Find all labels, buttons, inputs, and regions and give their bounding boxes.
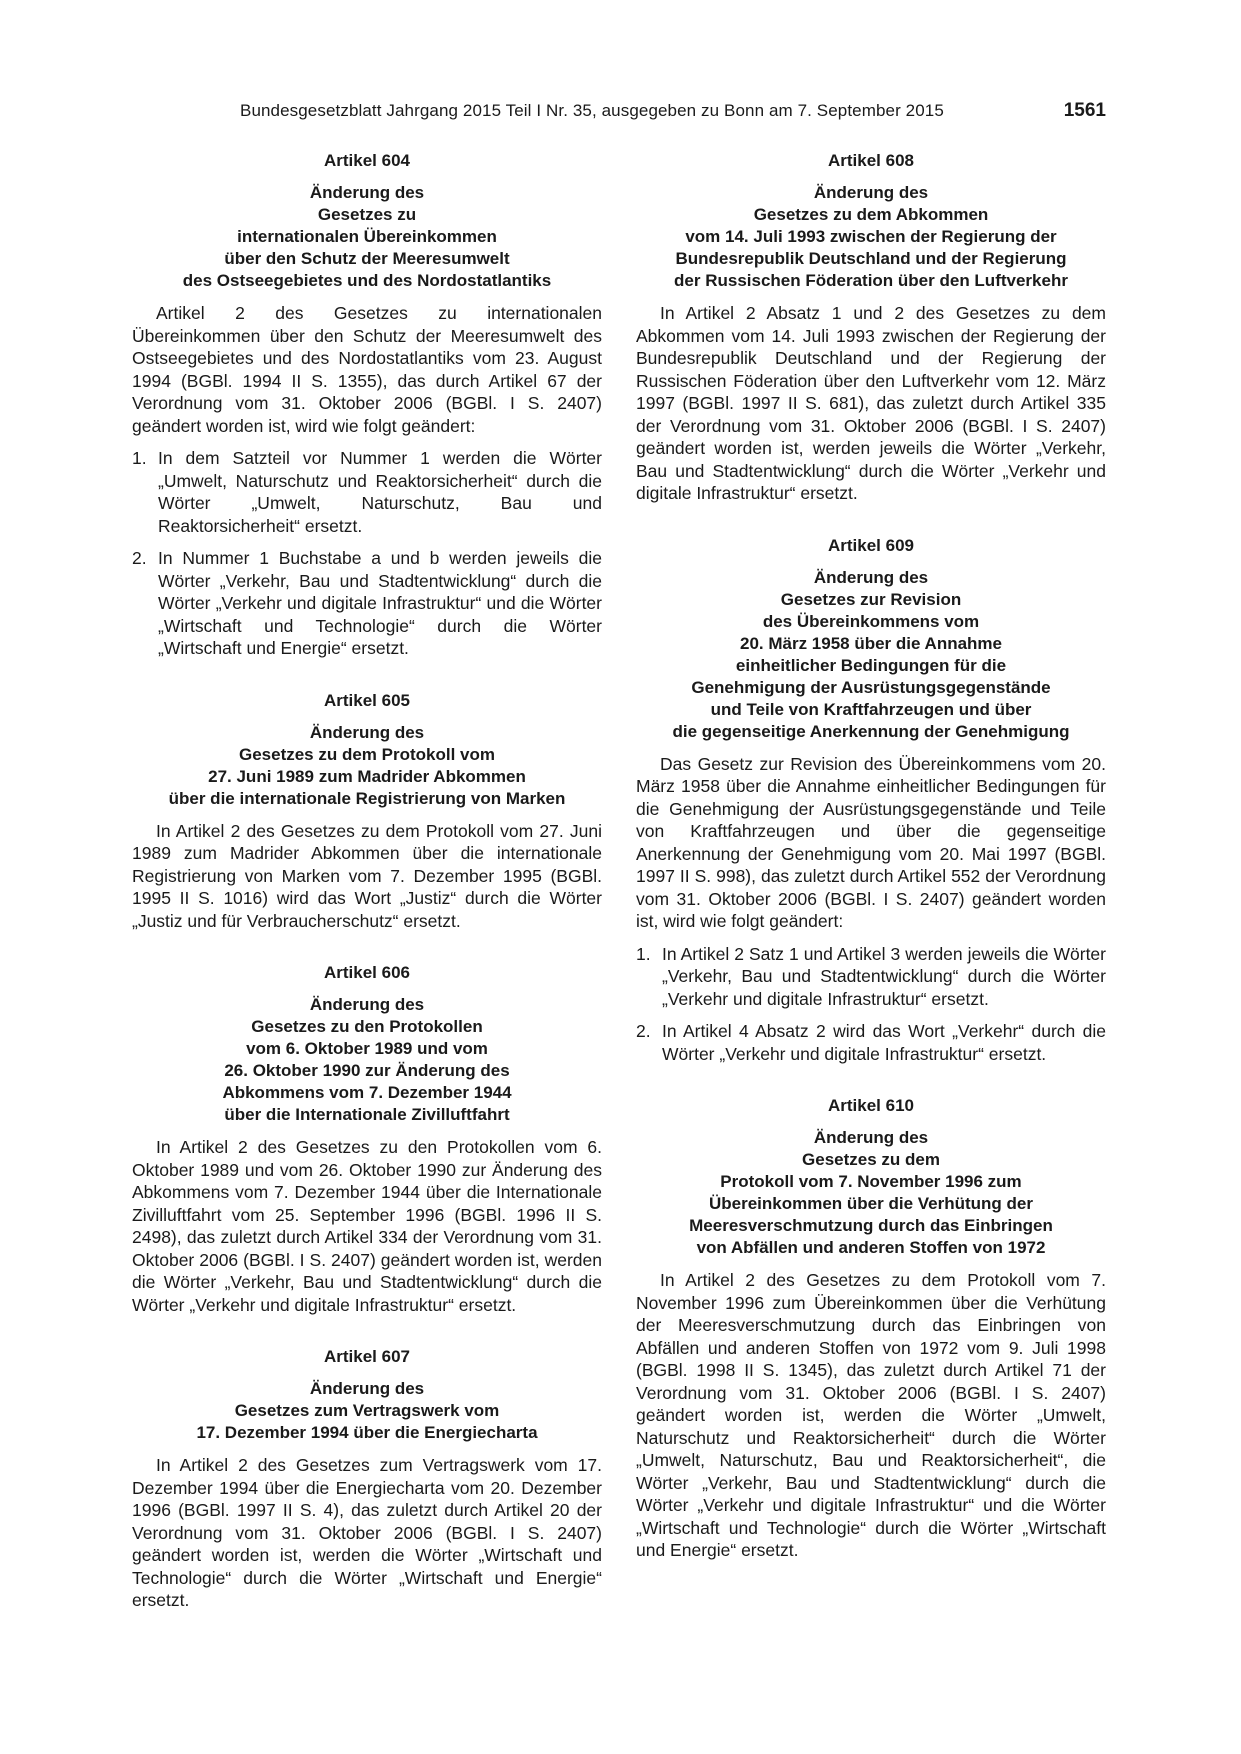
article-number: Artikel 605 (324, 690, 410, 710)
title-line: Gesetzes zu den Protokollen (251, 1017, 483, 1036)
article-number: Artikel 606 (324, 963, 410, 982)
title-line: Genehmigung der Ausrüstungsgegenstände (691, 677, 1051, 697)
list-item (132, 547, 602, 660)
title-line: der Russischen Föderation über den Luftverkehr (674, 271, 1068, 290)
page-number: 1561 (1063, 100, 1106, 121)
title-line: 20. März 1958 über die Annahme (739, 633, 1003, 653)
header-text: Bundesgesetzblatt Jahrgang 2015 Teil I Nr. 35, ausgegeben zu Bonn am 7. September 2015 (240, 101, 944, 120)
title-line: von Abfällen und anderen Stoffen von 1972 (696, 1238, 1046, 1257)
title-line: Bundesrepublik Deutschland und der Regierung (675, 249, 1067, 268)
article-609 (636, 535, 1106, 1066)
title-line: Änderung des (309, 995, 425, 1014)
article-606 (132, 962, 602, 1316)
article-body: In Artikel 2 des Gesetzes zum Vertragswerk vom 17. Dezember 1994 über die Energiecharta vom 20. Dezember 1996 (BGBl. 1997 II S. 4), das zuletzt durch Artikel 20 der Verordnung vom 31. Oktober 2006 (BGBl. I S. 2407) geändert worden ist, werden die Wörter „Wirtschaft und Technologie“ durch die Wörter „Wirtschaft und Energie“ ersetzt. (132, 1455, 602, 1610)
item-number: 2. (636, 1021, 651, 1041)
title-line: über den Schutz der Meeresumwelt (224, 249, 510, 268)
article-608 (636, 150, 1106, 505)
article-title (636, 567, 1106, 743)
title-line: vom 14. Juli 1993 zwischen der Regierung der (685, 227, 1057, 246)
item-text: In Artikel 2 Satz 1 und Artikel 3 werden jeweils die Wörter „Verkehr, Bau und Stadtentwicklung“ durch die Wörter „Verkehr und digitale Infrastruktur“ ersetzt. (662, 943, 1106, 1009)
title-line: und Teile von Kraftfahrzeugen und über (710, 699, 1032, 719)
title-line: Gesetzes zu (317, 205, 417, 224)
title-line: Abkommens vom 7. Dezember 1944 (222, 1083, 512, 1102)
running-header (240, 100, 1106, 122)
article-number: Artikel 607 (324, 1347, 410, 1366)
title-line: Gesetzes zu dem (802, 1150, 940, 1169)
title-line: einheitlicher Bedingungen für die (735, 655, 1007, 675)
article-body: In Artikel 2 Absatz 1 und 2 des Gesetzes zu dem Abkommen vom 14. Juli 1993 zwischen der Regierung der Bundesrepublik Deutschland und der Regierung der Russischen Föderation über den Luftverkehr vom 12. März 1997 (BGBl. 1997 II S. 681), das zuletzt durch Artikel 335 der Verordnung vom 31. Oktober 2006 (BGBl. I S. 2407) geändert worden ist, werden jeweils die Wörter „Verkehr, Bau und Stadtentwicklung“ durch die Wörter „Verkehr und digitale Infrastruktur“ ersetzt. (636, 303, 1106, 503)
article-body: Das Gesetz zur Revision des Übereinkommens vom 20. März 1958 über die Annahme einheitlicher Bedingungen für die Genehmigung der Ausrüstungsgegenstände und Teile von Kraftfahrzeugen und über die gegenseitige Anerkennung der Genehmigung vom 20. Mai 1997 (BGBl. 1997 II S. 998), das zuletzt durch Artikel 552 der Verordnung vom 31. Oktober 2006 (BGBl. I S. 2407) geändert worden ist, wird wie folgt geändert: (636, 753, 1106, 931)
article-number: Artikel 609 (828, 535, 914, 555)
title-line: Gesetzes zu dem Protokoll vom (238, 744, 495, 764)
title-line: internationalen Übereinkommen (237, 227, 497, 246)
title-line: über die internationale Registrierung von Marken (168, 788, 566, 808)
item-text: In dem Satzteil vor Nummer 1 werden die Wörter „Umwelt, Naturschutz und Reaktorsicherheit“ durch die Wörter „Umwelt, Naturschutz, Bau und Reaktorsicherheit“ ersetzt. (158, 448, 602, 536)
list-item (636, 1020, 1106, 1065)
article-604 (132, 150, 602, 660)
title-line: Gesetzes zur Revision (780, 589, 962, 609)
title-line: die gegenseitige Anerkennung der Genehmigung (672, 721, 1070, 741)
article-title (132, 182, 602, 292)
list-item (636, 943, 1106, 1011)
title-line: 17. Dezember 1994 über die Energiecharta (196, 1423, 538, 1442)
title-line: des Ostseegebietes und des Nordostatlantiks (182, 271, 552, 290)
article-title (132, 722, 602, 810)
title-line: Änderung des (813, 567, 929, 587)
article-number: Artikel 608 (828, 151, 914, 170)
title-line: Änderung des (309, 722, 425, 742)
title-line: Gesetzes zum Vertragswerk vom (234, 1401, 500, 1420)
item-number: 1. (132, 448, 147, 468)
article-title (132, 1378, 602, 1444)
item-text: In Artikel 4 Absatz 2 wird das Wort „Verkehr“ durch die Wörter „Verkehr und digitale Infrastruktur“ ersetzt. (662, 1021, 1106, 1064)
item-text: In Nummer 1 Buchstabe a und b werden jeweils die Wörter „Verkehr, Bau und Stadtentwicklung“ durch die Wörter „Verkehr und digitale Infrastruktur“ und die Wörter „Wirtschaft und Technologie“ durch die Wörter „Wirtschaft und Energie“ ersetzt. (158, 548, 602, 658)
title-line: des Übereinkommens vom (762, 611, 980, 631)
article-title (636, 1127, 1106, 1259)
article-body: Artikel 2 des Gesetzes zu internationalen Übereinkommen über den Schutz der Meeresumwelt des Ostseegebietes und des Nordostatlantiks vom 23. August 1994 (BGBl. 1994 II S. 1355), das durch Artikel 67 der Verordnung vom 31. Oktober 2006 (BGBl. I S. 2407) geändert worden ist, wird wie folgt geändert: (132, 303, 602, 436)
title-line: vom 6. Oktober 1989 und vom (246, 1039, 488, 1058)
article-number: Artikel 610 (828, 1096, 914, 1115)
title-line: Übereinkommen über die Verhütung der (708, 1194, 1033, 1213)
article-body: In Artikel 2 des Gesetzes zu dem Protokoll vom 7. November 1996 zum Übereinkommen über die Verhütung der Meeresverschmutzung durch das Einbringen von Abfällen und anderen Stoffen von 1972 vom 9. Juli 1998 (BGBl. 1998 II S. 1345), das zuletzt durch Artikel 71 der Verordnung vom 31. Oktober 2006 (BGBl. I S. 2407) geändert worden ist, werden die Wörter „Umwelt, Naturschutz und Reaktorsicherheit“ durch die Wörter „Umwelt, Naturschutz, Bau und Reaktorsicherheit“, die Wörter „Verkehr, Bau und Stadtentwicklung“ durch die Wörter „Verkehr und digitale Infrastruktur“ und die Wörter „Wirtschaft und Technologie“ durch die Wörter „Wirtschaft und Energie“ ersetzt. (636, 1270, 1106, 1560)
list-item (132, 447, 602, 537)
article-body: In Artikel 2 des Gesetzes zu den Protokollen vom 6. Oktober 1989 und vom 26. Oktober 1990 zur Änderung des Abkommens vom 7. Dezember 1944 über die Internationale Zivilluftfahrt vom 25. September 1996 (BGBl. 1996 II S. 2498), das zuletzt durch Artikel 334 der Verordnung vom 31. Oktober 2006 (BGBl. I S. 2407) geändert worden ist, werden die Wörter „Verkehr, Bau und Stadtentwicklung“ durch die Wörter „Verkehr und digitale Infrastruktur“ ersetzt. (132, 1137, 602, 1315)
title-line: Meeresverschmutzung durch das Einbringen (689, 1216, 1053, 1235)
title-line: Protokoll vom 7. November 1996 zum (720, 1172, 1022, 1191)
title-line: Änderung des (813, 1128, 929, 1147)
title-line: 26. Oktober 1990 zur Änderung des (224, 1061, 510, 1080)
article-title (636, 182, 1106, 292)
title-line: 27. Juni 1989 zum Madrider Abkommen (208, 766, 526, 786)
title-line: Änderung des (309, 183, 425, 202)
article-title (132, 994, 602, 1126)
title-line: Gesetzes zu dem Abkommen (753, 205, 989, 224)
right-column (636, 150, 1106, 1562)
article-body: In Artikel 2 des Gesetzes zu dem Protokoll vom 27. Juni 1989 zum Madrider Abkommen über die internationale Registrierung von Marken vom 7. Dezember 1995 (BGBl. 1995 II S. 1016) wird das Wort „Justiz“ durch die Wörter „Justiz und für Verbraucherschutz“ ersetzt. (132, 820, 602, 931)
title-line: Änderung des (309, 1379, 425, 1398)
left-column (132, 150, 602, 1612)
title-line: Änderung des (813, 183, 929, 202)
article-607 (132, 1346, 602, 1612)
item-number: 2. (132, 548, 147, 568)
item-number: 1. (636, 943, 651, 964)
title-line: über die Internationale Zivilluftfahrt (224, 1105, 510, 1124)
article-number: Artikel 604 (324, 151, 410, 170)
article-610 (636, 1095, 1106, 1562)
article-605 (132, 690, 602, 933)
